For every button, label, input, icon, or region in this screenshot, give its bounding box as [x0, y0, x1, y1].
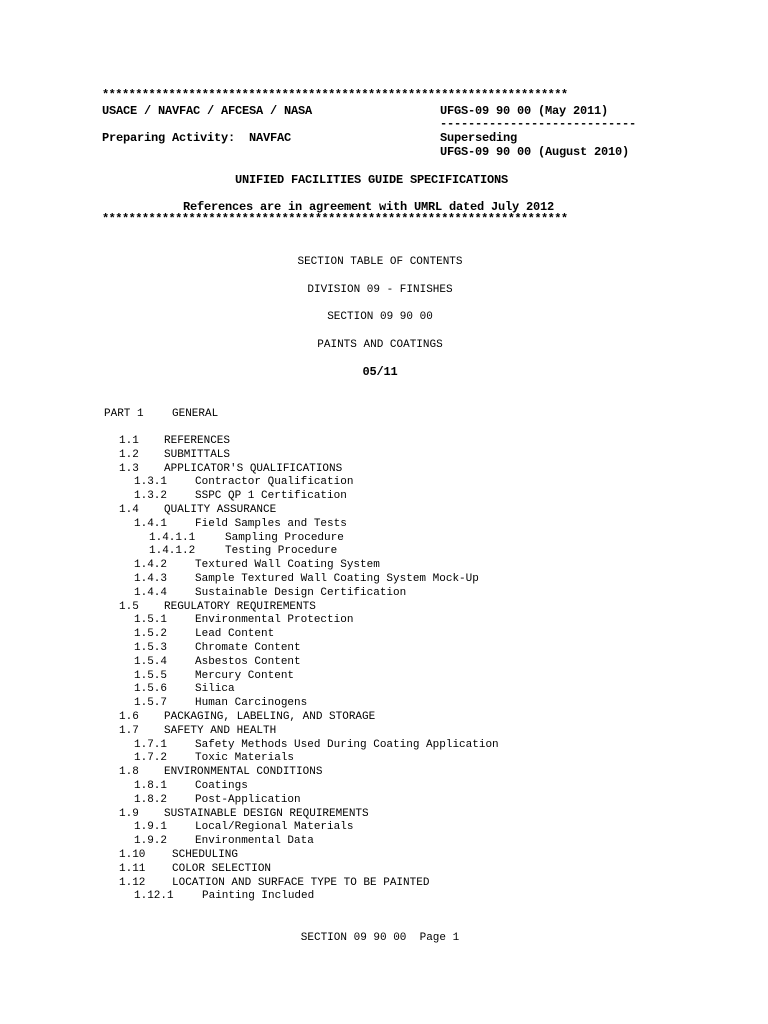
toc-entry-title: Local/Regional Materials	[195, 821, 354, 833]
toc-entry-title: PACKAGING, LABELING, AND STORAGE	[164, 711, 376, 723]
toc-entry-title: COLOR SELECTION	[172, 863, 272, 875]
toc-entry-title: Mercury Content	[195, 670, 295, 682]
toc-entry-number: 1.8.1	[134, 780, 168, 792]
toc-entry-number: 1.4.4	[134, 587, 168, 599]
toc-entry-number: 1.12	[119, 877, 146, 889]
document-title: UNIFIED FACILITIES GUIDE SPECIFICATIONS	[235, 173, 509, 187]
toc-entry-title: Environmental Protection	[195, 614, 354, 626]
superseding-ufgs: UFGS-09 90 00 (August 2010)	[440, 145, 630, 159]
toc-entry-number: 1.5.6	[134, 683, 168, 695]
toc-entry-title: Textured Wall Coating System	[195, 559, 380, 571]
toc-entry-number: 1.4.1.1	[149, 532, 196, 544]
toc-entry-number: 1.1	[119, 435, 139, 447]
toc-entry-number: 1.4.1	[134, 518, 168, 530]
part-label: PART 1	[104, 408, 144, 420]
toc-entry-title: Toxic Materials	[195, 752, 295, 764]
section-date: 05/11	[362, 365, 398, 379]
toc-entry-number: 1.5.2	[134, 628, 168, 640]
toc-entry-title: SCHEDULING	[172, 849, 239, 861]
ufgs-identifier: UFGS-09 90 00 (May 2011)	[440, 104, 609, 118]
toc-entry-number: 1.5.3	[134, 642, 168, 654]
toc-entry-number: 1.4	[119, 504, 139, 516]
toc-entry-title: QUALITY ASSURANCE	[164, 504, 277, 516]
toc-entry-title: Contractor Qualification	[195, 476, 354, 488]
toc-entry-number: 1.8.2	[134, 794, 168, 806]
toc-entry-number: 1.4.1.2	[149, 545, 196, 557]
toc-entry-title: SAFETY AND HEALTH	[164, 725, 277, 737]
dash-rule: ----------------------------	[440, 117, 637, 131]
toc-entry-title: Painting Included	[202, 890, 315, 902]
toc-entry-number: 1.11	[119, 863, 146, 875]
toc-entry-title: Post-Application	[195, 794, 301, 806]
toc-entry-title: Human Carcinogens	[195, 697, 308, 709]
toc-entry-number: 1.9.2	[134, 835, 168, 847]
toc-entry-title: Lead Content	[195, 628, 275, 640]
toc-entry-title: Coatings	[195, 780, 248, 792]
toc-entry-number: 1.5.5	[134, 670, 168, 682]
toc-entry-title: Chromate Content	[195, 642, 301, 654]
toc-entry-number: 1.4.2	[134, 559, 168, 571]
toc-entry-title: ENVIRONMENTAL CONDITIONS	[164, 766, 323, 778]
toc-entry-number: 1.3.1	[134, 476, 168, 488]
toc-entry-number: 1.5	[119, 601, 139, 613]
toc-entry-title: Sampling Procedure	[225, 532, 344, 544]
section-name: PAINTS AND COATINGS	[317, 339, 443, 351]
references-note: References are in agreement with UMRL dated July 2012	[183, 200, 555, 214]
toc-entry-number: 1.7	[119, 725, 139, 737]
toc-entry-title: SUSTAINABLE DESIGN REQUIREMENTS	[164, 808, 369, 820]
page-footer: SECTION 09 90 00 Page 1	[300, 932, 460, 944]
toc-entry-title: Field Samples and Tests	[195, 518, 347, 530]
division-title: DIVISION 09 - FINISHES	[307, 284, 453, 296]
toc-entry-title: Asbestos Content	[195, 656, 301, 668]
toc-entry-title: Sample Textured Wall Coating System Mock-Up	[195, 573, 479, 585]
toc-entry-number: 1.5.1	[134, 614, 168, 626]
toc-entry-title: LOCATION AND SURFACE TYPE TO BE PAINTED	[172, 877, 430, 889]
toc-entry-title: SUBMITTALS	[164, 449, 231, 461]
toc-entry-title: Safety Methods Used During Coating Application	[195, 739, 499, 751]
toc-entry-number: 1.6	[119, 711, 139, 723]
toc-entry-number: 1.4.3	[134, 573, 168, 585]
toc-entry-number: 1.10	[119, 849, 146, 861]
toc-entry-title: Testing Procedure	[225, 545, 338, 557]
toc-entry-number: 1.3.2	[134, 490, 168, 502]
toc-entry-number: 1.2	[119, 449, 139, 461]
preparing-activity: Preparing Activity: NAVFAC	[102, 131, 292, 145]
toc-entry-number: 1.8	[119, 766, 139, 778]
asterisk-rule-bottom: **********************************************************************	[102, 212, 568, 226]
superseding-label: Superseding	[440, 131, 518, 145]
toc-title: SECTION TABLE OF CONTENTS	[297, 256, 463, 268]
toc-entry-title: APPLICATOR'S QUALIFICATIONS	[164, 463, 343, 475]
section-number: SECTION 09 90 00	[327, 311, 433, 323]
toc-entry-title: REFERENCES	[164, 435, 231, 447]
toc-entry-number: 1.7.2	[134, 752, 168, 764]
toc-entry-title: Environmental Data	[195, 835, 314, 847]
toc-entry-number: 1.7.1	[134, 739, 168, 751]
agencies-line: USACE / NAVFAC / AFCESA / NASA	[102, 104, 313, 118]
asterisk-rule-top: **********************************************************************	[102, 88, 568, 102]
toc-entry-number: 1.3	[119, 463, 139, 475]
part-name: GENERAL	[172, 408, 219, 420]
toc-entry-number: 1.12.1	[134, 890, 174, 902]
toc-entry-title: REGULATORY REQUIREMENTS	[164, 601, 316, 613]
toc-entry-number: 1.5.4	[134, 656, 168, 668]
toc-entry-title: SSPC QP 1 Certification	[195, 490, 347, 502]
toc-entry-title: Silica	[195, 683, 235, 695]
toc-entry-number: 1.9	[119, 808, 139, 820]
toc-entry-number: 1.5.7	[134, 697, 168, 709]
toc-entry-number: 1.9.1	[134, 821, 168, 833]
toc-entry-title: Sustainable Design Certification	[195, 587, 407, 599]
